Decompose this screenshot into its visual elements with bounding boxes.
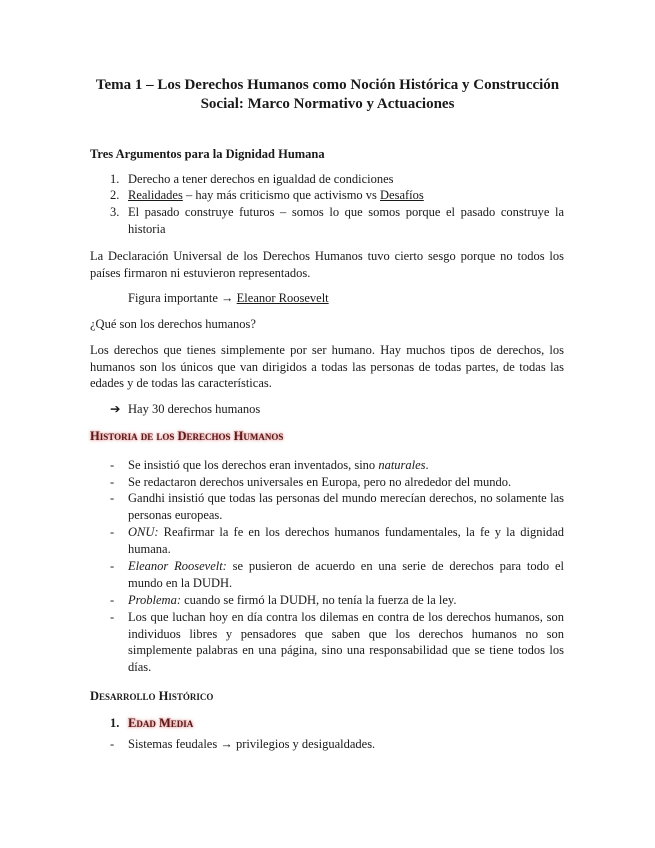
list-item-text xyxy=(128,592,564,609)
dash-bullet: - xyxy=(110,458,115,472)
title-line-2: Social: Marco Normativo y Actuaciones xyxy=(200,96,455,112)
list-item-text xyxy=(128,558,564,591)
list-item xyxy=(110,457,564,474)
paragraph-declaracion: La Declaración Universal de los Derechos Humanos tuvo cierto sesgo porque no todos los países firmaron ni estuvieron representados. xyxy=(90,249,564,280)
text-fragment: . xyxy=(425,458,429,472)
subsection-edad-media xyxy=(110,715,564,732)
paragraph-derechos: Los derechos que tienes simplemente por ser humano. Hay muchos tipos de derechos, los humanos son los únicos que van dirigidos a todas las personas de todas partes, de todas las edades y de todas las características. xyxy=(90,343,564,390)
section-heading-argumentos: Tres Argumentos para la Dignidad Humana xyxy=(90,147,325,161)
subsection-heading: Edad Media xyxy=(128,716,194,730)
dash-bullet: - xyxy=(110,559,115,573)
list-item xyxy=(110,187,564,204)
dash-bullet: - xyxy=(110,491,115,505)
figura-name: Eleanor Roosevelt xyxy=(236,291,329,305)
dash-bullet: - xyxy=(110,610,115,624)
text-fragment: se pusieron de acuerdo en una serie de derechos para todo el mundo en la DUDH. xyxy=(128,559,564,590)
list-item xyxy=(110,609,564,675)
list-item xyxy=(110,524,564,557)
list-item-text: Los que luchan hoy en día contra los dilemas en contra de los derechos humanos, son individuos libres y pensadores que saben que los derechos humanos no son simplemente palabras en una página, sino una responsabilidad que se tiene todos los días. xyxy=(128,610,564,674)
bold-arrow-icon: ➔ xyxy=(110,402,121,416)
list-item-text-mid: – hay más criticismo que activismo vs xyxy=(182,188,381,202)
title-line-1: Tema 1 – Los Derechos Humanos como Noción Histórica y Construcción xyxy=(95,77,560,93)
list-item xyxy=(110,558,564,591)
figura-label: Figura importante xyxy=(128,291,222,305)
dash-bullet: - xyxy=(110,525,115,539)
term-realidades: Realidades xyxy=(128,188,183,202)
dash-bullet: - xyxy=(110,475,115,489)
dash-bullet: - xyxy=(110,593,115,607)
list-number: 2. xyxy=(110,188,120,202)
text-fragment: Reafirmar la fe en los derechos humanos fundamentales, la fe y la dignidad humana. xyxy=(128,525,564,556)
bullet-30-derechos xyxy=(110,401,260,417)
dash-bullet: - xyxy=(110,737,115,751)
list-item-text xyxy=(128,457,564,474)
list-item-text xyxy=(128,187,564,204)
list-item-text xyxy=(128,524,564,557)
text-fragment: Se insistió que los derechos eran inventados, sino xyxy=(128,458,379,472)
list-item-text: El pasado construye futuros – somos lo que somos porque el pasado construye la historia xyxy=(128,205,564,236)
figura-importante xyxy=(128,290,329,306)
list-number: 1. xyxy=(110,172,120,186)
text-fragment: Sistemas feudales xyxy=(128,737,221,751)
emphasis-text: naturales xyxy=(378,458,426,472)
right-arrow-icon: → xyxy=(220,737,233,751)
emphasis-text: Eleanor Roosevelt: xyxy=(128,559,227,573)
list-item xyxy=(110,736,564,753)
list-item xyxy=(110,474,564,491)
list-item-text: Gandhi insistió que todas las personas del mundo merecían derechos, no solamente las personas europeas. xyxy=(128,491,564,522)
page-title xyxy=(60,76,595,114)
section-heading-historia: Historia de los Derechos Humanos xyxy=(90,429,284,443)
bullet-text: Hay 30 derechos humanos xyxy=(128,402,261,416)
text-fragment: cuando se firmó la DUDH, no tenía la fuerza de la ley. xyxy=(181,593,457,607)
list-number: 1. xyxy=(110,716,120,730)
text-fragment: privilegios y desigualdades. xyxy=(232,737,376,751)
question-text: ¿Qué son los derechos humanos? xyxy=(90,317,256,331)
term-desafios: Desafíos xyxy=(380,188,424,202)
list-item-text: Derecho a tener derechos en igualdad de condiciones xyxy=(128,172,394,186)
list-item xyxy=(110,171,564,188)
emphasis-text: ONU: xyxy=(128,525,159,539)
list-item-text: Se redactaron derechos universales en Europa, pero no alrededor del mundo. xyxy=(128,475,512,489)
section-heading-desarrollo: Desarrollo Histórico xyxy=(90,689,214,703)
list-item xyxy=(110,592,564,609)
list-item xyxy=(110,490,564,523)
list-item-text xyxy=(128,736,564,753)
right-arrow-icon: → xyxy=(221,291,234,305)
list-number: 3. xyxy=(110,205,120,219)
list-item xyxy=(110,204,564,237)
emphasis-text: Problema: xyxy=(128,593,181,607)
